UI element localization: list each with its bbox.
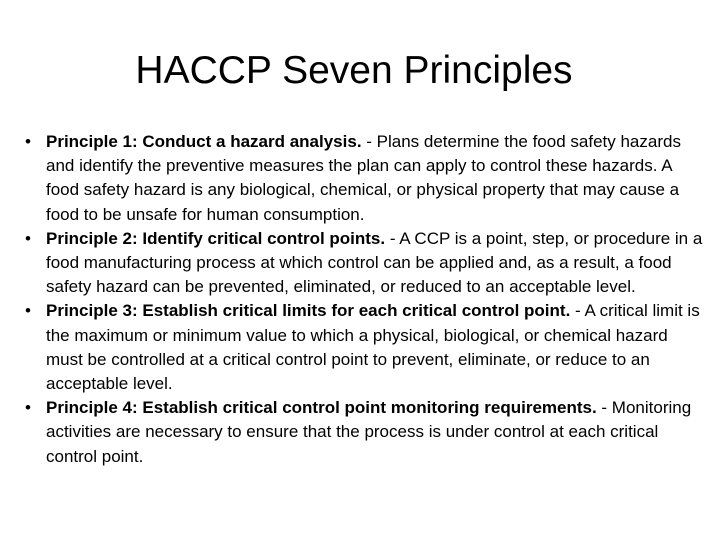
bullet-text: - A CCP is a point, step, or procedure in a food manufacturing process at which control can be applied and, as a result, a food safety hazard can be prevented, eliminated, or reduced to an acceptable level.	[46, 228, 703, 297]
bullet-heading: Principle 2: Identify critical control points.	[46, 228, 386, 248]
bullet-heading: Principle 3: Establish critical limits for each critical control point.	[46, 301, 571, 321]
bullet-item-principle-2	[25, 227, 709, 300]
bullet-item-principle-3	[25, 299, 709, 396]
bullet-text: - Plans determine the food safety hazards and identify the preventive measures the plan can apply to control these hazards. A food safety hazard is any biological, chemical, or physical property that may cause a food to be unsafe for human consumption.	[46, 132, 681, 224]
bullet-heading: Principle 4: Establish critical control point monitoring requirements.	[46, 398, 597, 418]
bullet-dot-icon: •	[25, 301, 31, 321]
bullet-text: - A critical limit is the maximum or minimum value to which a physical, biological, or chemical hazard must be controlled at a critical control point to prevent, eliminate, or reduce to an acceptable level.	[46, 301, 700, 394]
slide-title: HACCP Seven Principles	[135, 49, 573, 92]
bullet-text: - Monitoring activities are necessary to ensure that the process is under control at each critical control point.	[46, 398, 692, 466]
bullet-heading: Principle 1: Conduct a hazard analysis.	[46, 132, 362, 151]
bullet-dot-icon: •	[25, 132, 31, 151]
bullet-item-principle-4	[25, 396, 709, 469]
bullet-dot-icon: •	[25, 228, 31, 248]
bullet-list	[25, 130, 709, 469]
bullet-dot-icon: •	[25, 398, 31, 418]
bullet-item-principle-1	[25, 130, 709, 227]
